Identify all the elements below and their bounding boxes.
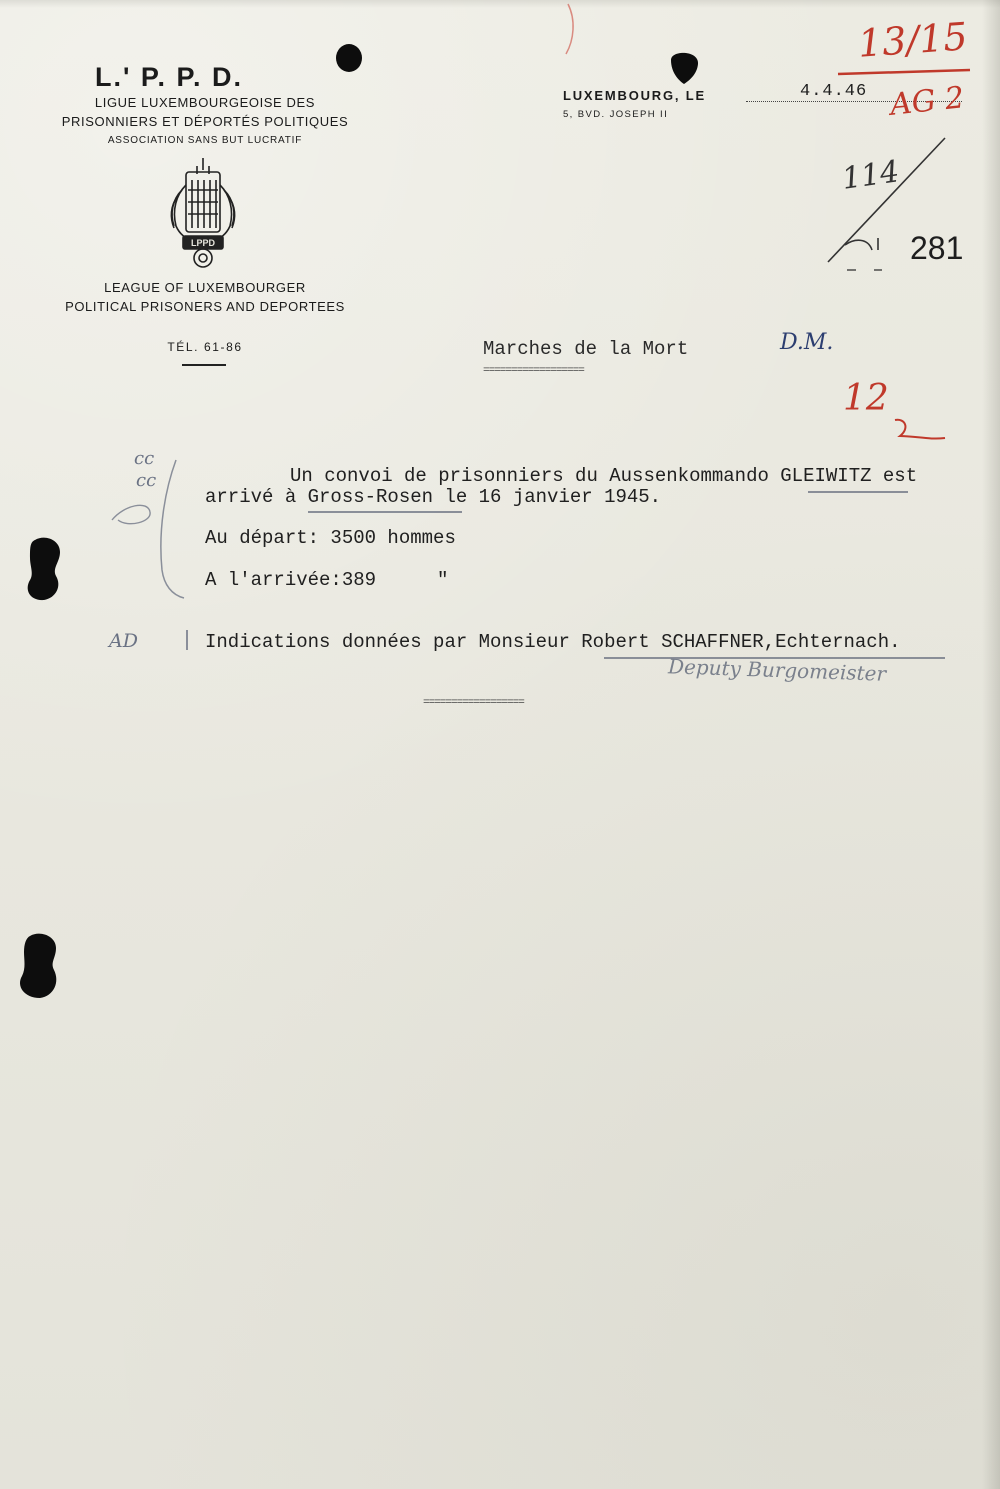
association-note: ASSOCIATION SANS BUT LUCRATIF [107, 135, 303, 146]
heading-double-underline: ================== [483, 365, 584, 377]
margin-initials: AD [109, 630, 138, 652]
red-underline-mark [838, 70, 970, 74]
organization-name-french-line2: PRISONNIERS ET DÉPORTÉS POLITIQUES [61, 114, 349, 129]
handwritten-ag-mark: AG 2 [888, 80, 966, 123]
ditto-mark: " [437, 569, 449, 591]
telephone-number: TÉL. 61-86 [167, 340, 243, 354]
margin-bracket-mark [161, 460, 184, 598]
margin-cc-mark-1: cc [134, 448, 155, 469]
location-label: LUXEMBOURG, LE [563, 88, 706, 103]
red-margin-stroke [566, 4, 573, 54]
handwritten-count-mark: 12 [843, 378, 889, 419]
letter-date: 4.4.46 [800, 82, 868, 101]
organization-name-english-line1: LEAGUE OF LUXEMBOURGER [104, 280, 306, 295]
closing-double-rule: ================== [423, 697, 524, 709]
source-statement: Indications données par Monsieur Robert SCHAFFNER,Echternach. [205, 631, 901, 653]
handwritten-deputy-note: Deputy Burgomeister [667, 654, 887, 686]
lppd-emblem-icon [171, 158, 234, 267]
document-number: 281 [910, 230, 964, 266]
organization-acronym: L.' P. P. D. [95, 62, 243, 92]
telephone-divider [182, 364, 226, 366]
pencil-curl-mark [845, 240, 872, 250]
margin-loop-mark [112, 505, 150, 523]
handwritten-number-mark: 114 [839, 154, 902, 197]
punch-hole-top-right [671, 53, 698, 84]
street-address: 5, BVD. JOSEPH II [563, 109, 669, 120]
margin-cc-mark-2: cc [136, 470, 157, 491]
punch-hole-top-left [336, 44, 362, 72]
red-check-mark [895, 420, 945, 439]
document-heading: Marches de la Mort [483, 338, 689, 360]
departure-count: Au départ: 3500 hommes [205, 527, 456, 549]
handwritten-dm-mark: D.M. [780, 330, 834, 355]
punch-hole-left-lower [20, 934, 56, 998]
punch-hole-left-upper [28, 538, 60, 600]
handwritten-reference: 13/15 [856, 14, 969, 66]
margin-bar-mark [186, 630, 188, 650]
emblem-label: LPPD [190, 238, 216, 248]
paragraph-line-2: arrivé à Gross-Rosen le 16 janvier 1945. [205, 486, 662, 508]
paragraph-line-1: Un convoi de prisonniers du Aussenkommando GLEIWITZ est [290, 465, 918, 487]
organization-name-english-line2: POLITICAL PRISONERS AND DEPORTEES [65, 299, 345, 314]
arrival-count: A l'arrivée:389 [205, 569, 377, 591]
organization-name-french-line1: LIGUE LUXEMBOURGEOISE DES [94, 95, 316, 110]
